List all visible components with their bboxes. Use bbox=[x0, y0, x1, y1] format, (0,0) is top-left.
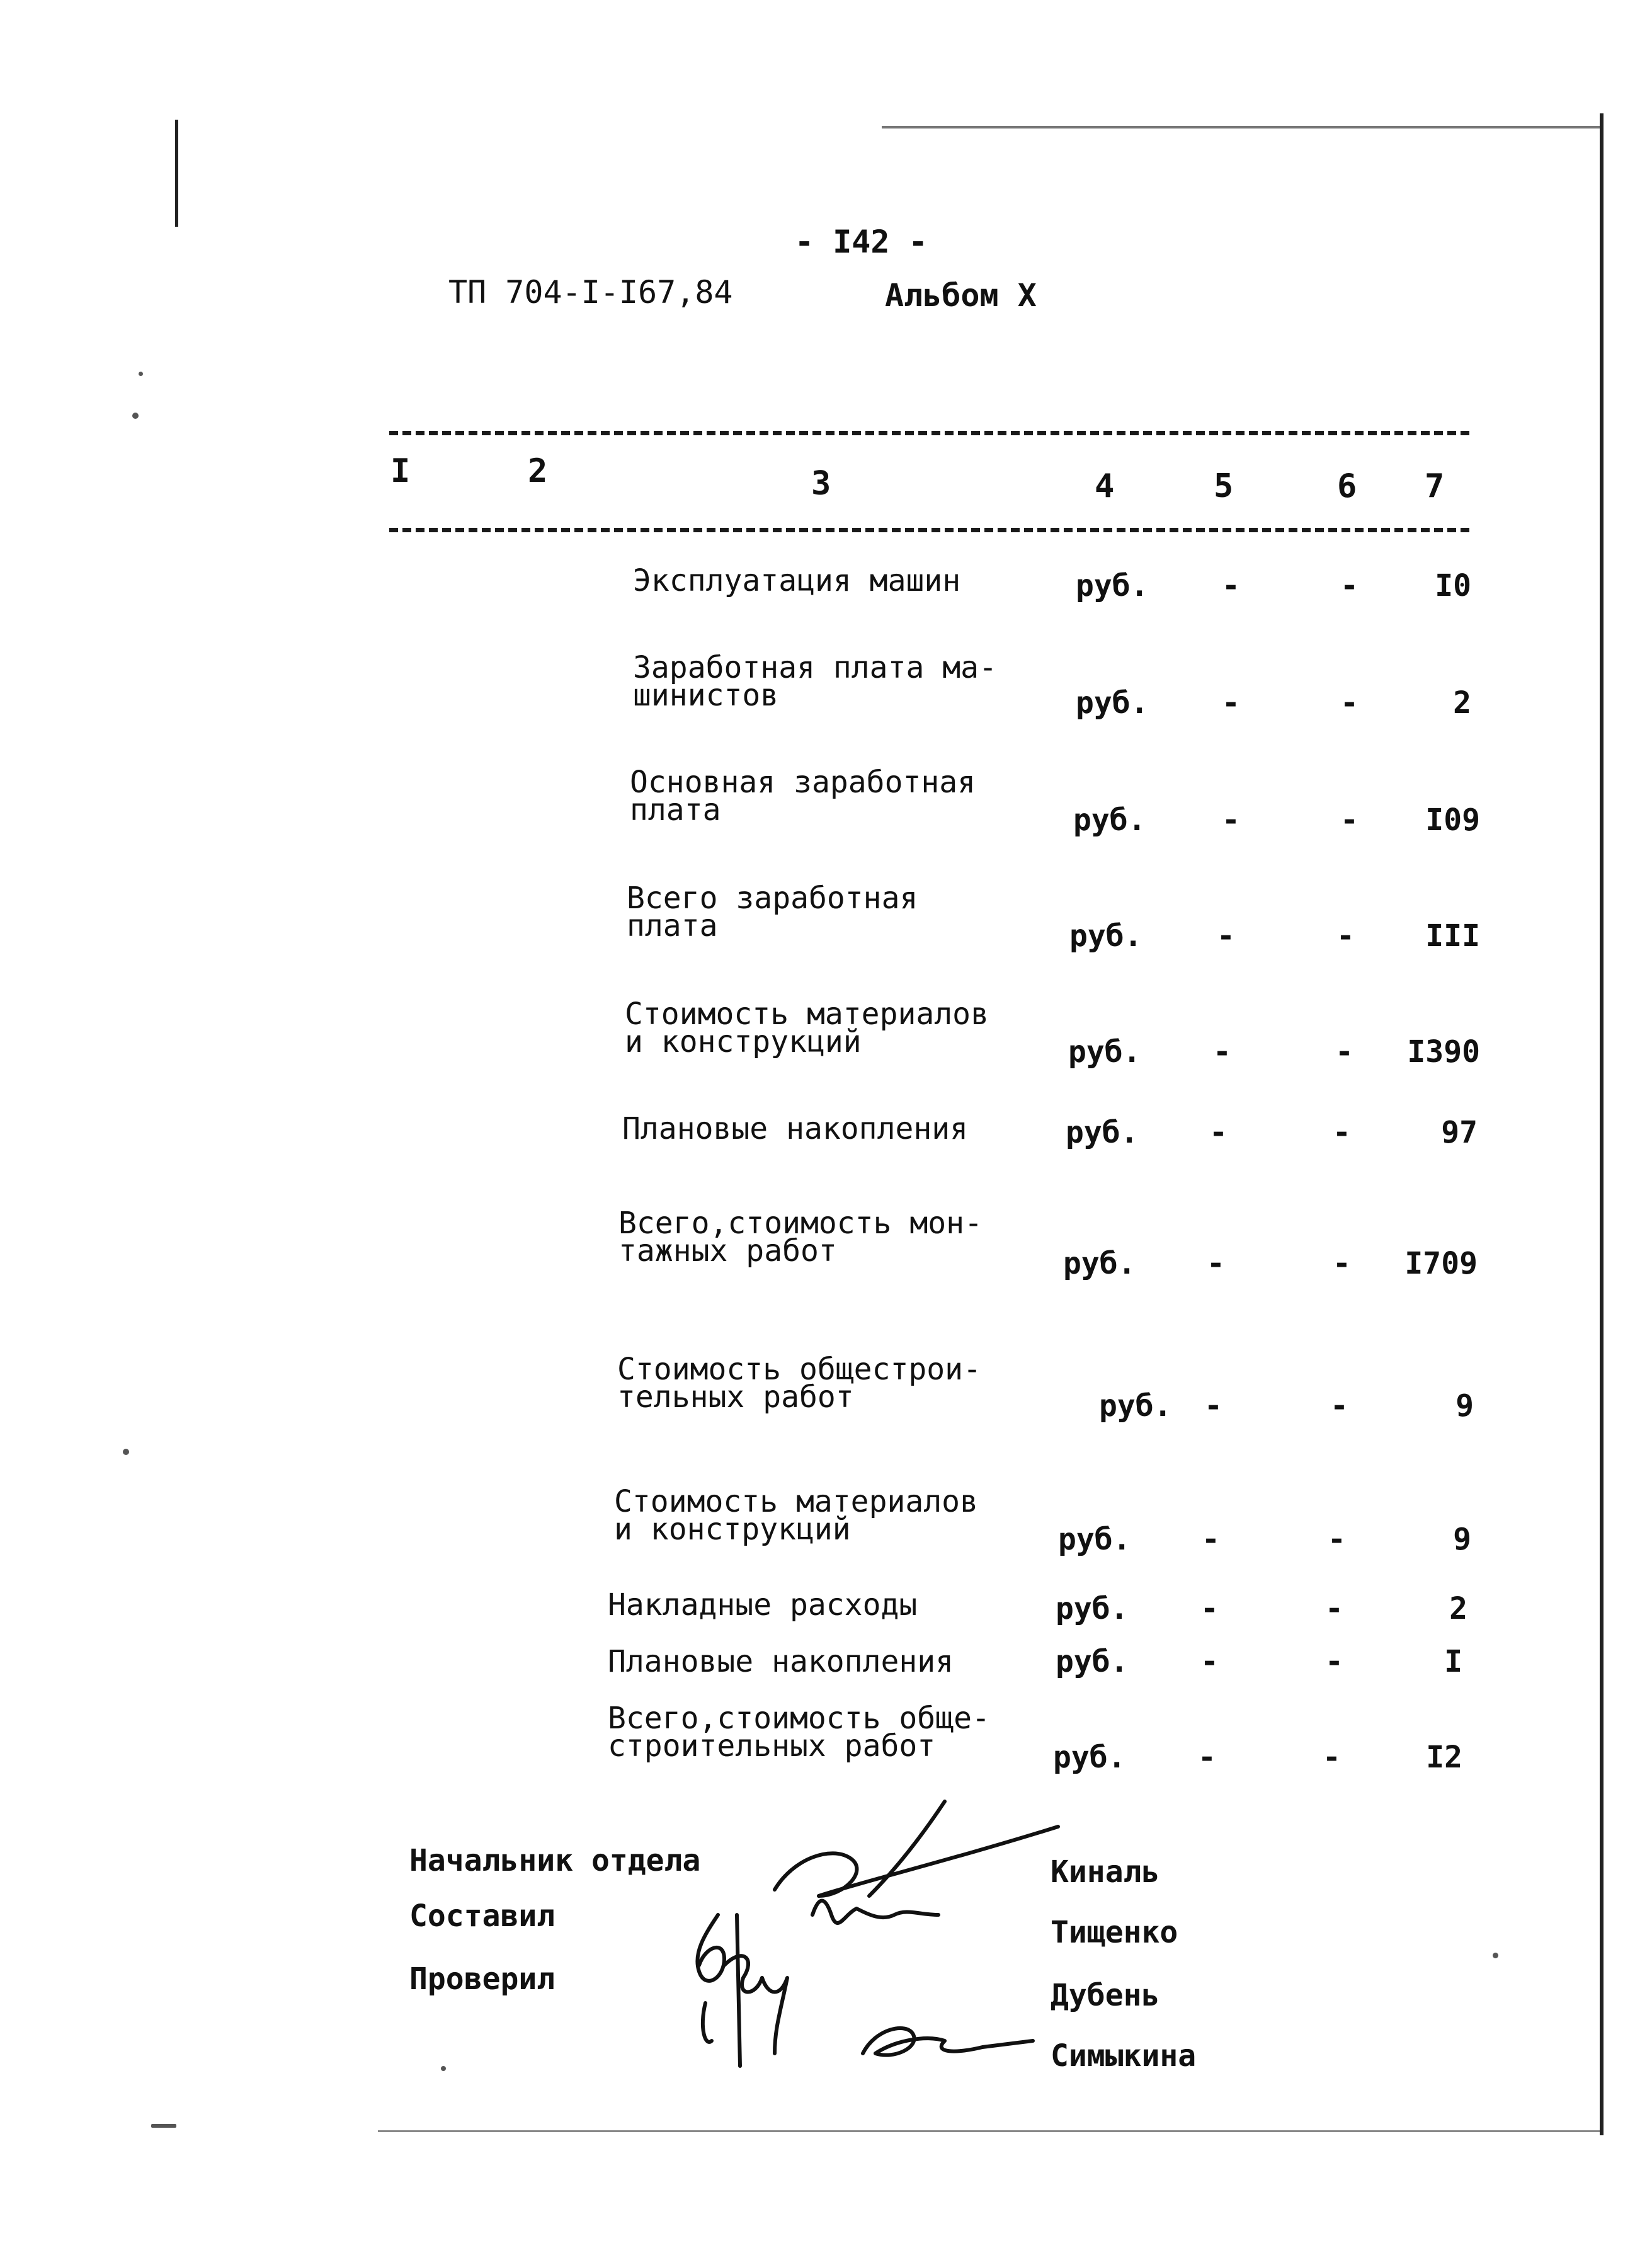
row-col5: - bbox=[1200, 1644, 1219, 1679]
row-description: Всего,стоимость обще- строительных работ bbox=[608, 1701, 990, 1764]
bottom-border bbox=[378, 2130, 1600, 2132]
top-border bbox=[882, 126, 1600, 128]
page-number: - I42 - bbox=[795, 224, 928, 260]
column-header-7: 7 bbox=[1425, 467, 1445, 505]
row-col5: - bbox=[1217, 918, 1235, 954]
row-col5: - bbox=[1202, 1522, 1220, 1557]
row-col5: - bbox=[1222, 802, 1240, 838]
row-col6: - bbox=[1325, 1644, 1343, 1679]
row-unit: руб. bbox=[1076, 568, 1149, 603]
row-col6: - bbox=[1330, 1388, 1348, 1424]
handwritten-signatures bbox=[630, 1789, 1108, 2091]
name-kinal: Киналь bbox=[1051, 1854, 1160, 1890]
column-header-6: 6 bbox=[1337, 467, 1357, 505]
column-header-1: I bbox=[390, 452, 411, 490]
header-bottom-rule bbox=[389, 528, 1469, 532]
right-border bbox=[1600, 113, 1604, 2135]
name-duben: Дубень bbox=[1051, 1978, 1160, 2013]
row-col6: - bbox=[1335, 1034, 1353, 1070]
row-value: 97 bbox=[1441, 1115, 1478, 1150]
row-col6: - bbox=[1328, 1522, 1346, 1557]
row-value: I390 bbox=[1407, 1034, 1480, 1070]
row-description: Плановые накопления bbox=[622, 1111, 969, 1146]
row-description: Стоимость материалов и конструкций bbox=[614, 1484, 978, 1547]
column-header-3: 3 bbox=[811, 465, 831, 503]
row-value: I2 bbox=[1426, 1740, 1462, 1775]
row-unit: руб. bbox=[1063, 1246, 1136, 1281]
row-value: III bbox=[1425, 918, 1480, 954]
name-simykina: Симыкина bbox=[1051, 2038, 1197, 2074]
row-col5: - bbox=[1207, 1246, 1225, 1281]
row-description: Основная заработная плата bbox=[630, 765, 976, 828]
row-col6: - bbox=[1340, 685, 1359, 721]
row-col6: - bbox=[1333, 1246, 1351, 1281]
scan-speck bbox=[123, 1449, 129, 1455]
row-value: 9 bbox=[1455, 1388, 1474, 1424]
row-value: I709 bbox=[1404, 1246, 1478, 1281]
role-compiled-by: Составил bbox=[409, 1898, 555, 1934]
row-col5: - bbox=[1222, 568, 1240, 603]
row-description: Всего,стоимость мон- тажных работ bbox=[618, 1206, 983, 1269]
doc-code: ТП 704-I-I67,84 bbox=[448, 274, 733, 311]
row-col6: - bbox=[1340, 802, 1359, 838]
row-unit: руб. bbox=[1058, 1522, 1131, 1557]
column-header-5: 5 bbox=[1214, 467, 1234, 505]
row-description: Эксплуатация машин bbox=[633, 563, 961, 598]
scan-speck bbox=[139, 372, 143, 376]
row-col5: - bbox=[1213, 1034, 1231, 1070]
scan-speck bbox=[1493, 1953, 1498, 1958]
row-col6: - bbox=[1333, 1115, 1351, 1150]
row-value: I09 bbox=[1425, 802, 1480, 838]
row-value: 2 bbox=[1453, 685, 1471, 721]
scan-speck bbox=[132, 413, 139, 419]
row-col5: - bbox=[1200, 1591, 1219, 1626]
name-tishchenko: Тищенко bbox=[1051, 1915, 1178, 1950]
row-value: I0 bbox=[1435, 568, 1471, 603]
row-description: Накладные расходы bbox=[608, 1587, 918, 1623]
row-col6: - bbox=[1325, 1591, 1343, 1626]
row-col5: - bbox=[1222, 685, 1240, 721]
row-unit: руб. bbox=[1099, 1388, 1172, 1424]
column-header-2: 2 bbox=[528, 452, 548, 490]
row-unit: руб. bbox=[1068, 1034, 1141, 1070]
scan-speck bbox=[151, 2124, 176, 2128]
row-unit: руб. bbox=[1056, 1591, 1129, 1626]
role-head-of-department: Начальник отдела bbox=[409, 1843, 701, 1878]
row-col6: - bbox=[1336, 918, 1355, 954]
row-col6: - bbox=[1323, 1740, 1341, 1775]
header-top-rule bbox=[389, 431, 1469, 435]
role-checked-by: Проверил bbox=[409, 1961, 555, 1997]
column-header-4: 4 bbox=[1095, 467, 1115, 505]
album-label: Альбом X bbox=[885, 277, 1037, 314]
scan-speck bbox=[441, 2066, 446, 2071]
row-unit: руб. bbox=[1056, 1644, 1129, 1679]
row-col5: - bbox=[1198, 1740, 1216, 1775]
row-col6: - bbox=[1340, 568, 1359, 603]
row-value: I bbox=[1444, 1644, 1462, 1679]
row-description: Стоимость материалов и конструкций bbox=[625, 996, 989, 1059]
row-col5: - bbox=[1209, 1115, 1228, 1150]
row-value: 9 bbox=[1453, 1522, 1471, 1557]
row-value: 2 bbox=[1449, 1591, 1467, 1626]
row-unit: руб. bbox=[1069, 918, 1142, 954]
left-border bbox=[175, 120, 178, 227]
row-col5: - bbox=[1204, 1388, 1222, 1424]
row-unit: руб. bbox=[1053, 1740, 1126, 1775]
row-description: Стоимость общестрои- тельных работ bbox=[617, 1352, 981, 1415]
row-unit: руб. bbox=[1066, 1115, 1139, 1150]
row-description: Плановые накопления bbox=[608, 1644, 954, 1679]
row-description: Заработная плата ма- шинистов bbox=[633, 650, 997, 713]
row-unit: руб. bbox=[1073, 802, 1146, 838]
row-unit: руб. bbox=[1076, 685, 1149, 721]
row-description: Всего заработная плата bbox=[627, 881, 918, 944]
